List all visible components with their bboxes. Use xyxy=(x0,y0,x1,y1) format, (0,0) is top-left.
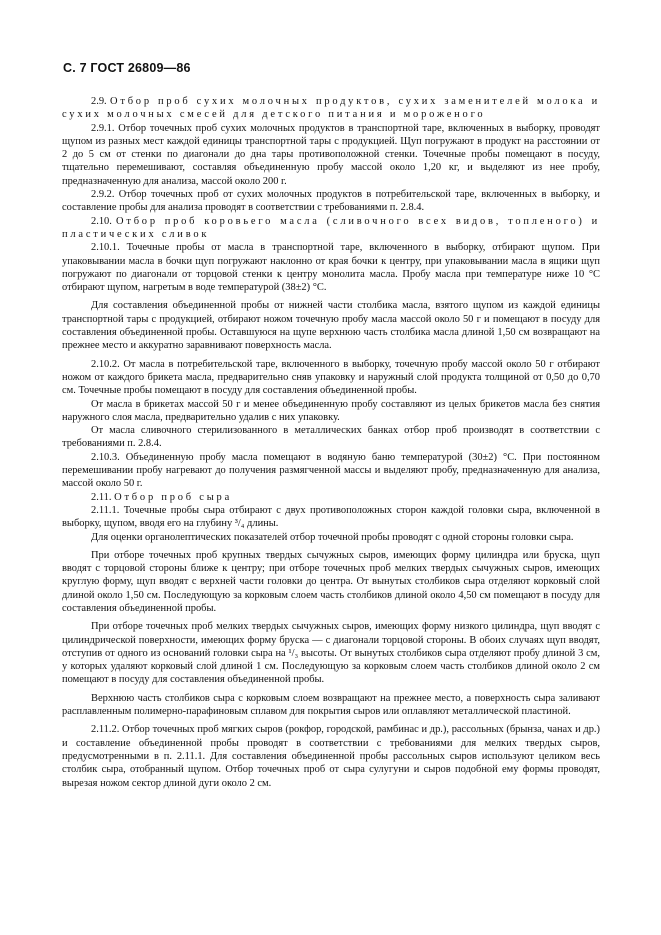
paragraph: Для составления объединенной пробы от нижней части столбика масла, взятого щупом из каждой единицы транспортной тары с продукцией, отбирают ножом точечную пробу масла массой около 50 г и помещают в посуду для составления объединенной пробы. Оставшуюся на щупе верхнюю часть столбика масла длиной 1,50 см возвращают на прежнее место и аккуратно заравнивают поверхность масла. xyxy=(62,300,600,352)
paragraph: Верхнюю часть столбиков сыра с корковым слоем возвращают на прежнее место, а поверхность сыра заливают расплавленным полимерно-парафиновым сплавом для покрытия сыров или оплавляют металлической пластиной. xyxy=(62,692,600,718)
paragraph: При отборе точечных проб крупных твердых сычужных сыров, имеющих форму цилиндра или бруска, щуп вводят с торцовой стороны ближе к центру; при отборе точечных проб мелких твердых сычужных сыров, имеющих круглую форму, щуп вводят с верхней части головки до центра. От вынутых столбиков сыра отделяют корковый слой длиной около 1,50 см. Последующую за корковым слоем часть столбиков длиной около 4,50 см помещают в посуду для составления объединенной пробы. xyxy=(62,549,600,614)
page-header: С. 7 ГОСТ 26809—86 xyxy=(63,61,191,75)
paragraph: 2.10.1. Точечные пробы от масла в транспортной таре, включенного в выборку, отбирают щупом. При упаковывании масла в бочки щуп погружают наклонно от края бочки к центру, при упаковывании масла в ящики щуп погружают по диагонали от торцовой стенки к центру монолита масла. Пробу масла при температуре ниже 10 °С отбирают щупом, нагретым в воде температурой (38±2) °С. xyxy=(62,242,600,294)
paragraph: От масла в брикетах массой 50 г и менее объединенную пробу составляют из целых брикетов масла без снятия наружного слоя масла, предварительно удалив с них упаковку. xyxy=(62,398,600,423)
paragraph: 2.10.3. Объединенную пробу масла помещают в водяную баню температурой (30±2) °С. При постоянном перемешивании пробу нагревают до получения размягченной массы и выделяют пробу, предназначенную для анализа, массой около 50 г. xyxy=(62,451,600,490)
document-body xyxy=(62,95,600,790)
paragraph: 2.9.1. Отбор точечных проб сухих молочных продуктов в транспортной таре, включенных в выборку, проводят щупом из разных мест каждой единицы транспортной тары с продукцией. Щуп погружают в продукт на расстоянии от 2 до 5 см от стенки по диагонали до дна тары противоположной стенки. Точечные пробы помещают в посуду, тщательно перемешивают, составляя объединенную пробу массой около 1,20 кг, и выделяют из нее пробу, предназначенную для анализа, массой около 200 г. xyxy=(62,122,600,187)
paragraph: 2.10.2. От масла в потребительской таре, включенного в выборку, точечную пробу массой около 50 г отбирают ножом от каждого брикета масла, предварительно сняв упаковку и наружный слой продукта толщиной от 0,50 до 0,70 см. Точечные пробы помещают в посуду для составления объединенной пробы. xyxy=(62,358,600,397)
paragraph: 2.9.2. Отбор точечных проб от сухих молочных продуктов в потребительской таре, включенных в выборку, и составление пробы для анализа проводят в соответствии с требованиями п. 2.8.4. xyxy=(62,189,600,214)
paragraph: 2.11.2. Отбор точечных проб мягких сыров (рокфор, городской, рамбинас и др.), рассольных (брынза, чанах и др.) и составление объединенной пробы проводят в соответствии с требованиями для мелких твердых сыров, предусмотренными в п. 2.11.1. Для составления объединенной пробы рассольных сыров используют целиком весь столбик сыра, отобранный щупом. Отбор точечных проб от сыра сулугуни и сыров подобной ему формы проводят, вырезая ножом сектор длиной дуги около 2 см. xyxy=(62,724,600,789)
section-heading: 2.11. Отбор проб сыра xyxy=(91,491,233,503)
paragraph: От масла сливочного стерилизованного в металлических банках отбор проб производят в соответствии с требованиями п. 2.8.4. xyxy=(62,425,600,450)
paragraph: 2.11.1. Точечные пробы сыра отбирают с двух противоположных сторон каждой головки сыра, включенной в выборку, щупом, вводя его на глубину ³/₄ длины. xyxy=(62,504,600,530)
paragraph: При отборе точечных проб мелких твердых сычужных сыров, имеющих форму низкого цилиндра, щуп вводят с цилиндрической поверхности, имеющих форму бруска — с диагонали торцовой стороны. В обоих случаях щуп вводят, отступив от одного из оснований головки сыра на ¹/₃ высоты. От вынутых столбиков сыра отделяют пробу длиной 3 см, у которых удаляют корковый слой длиной 1 см. Последующую за корковым слоем часть столбиков длиной около 2 см помещают в посуду для составления объединенной пробы. xyxy=(62,621,600,686)
paragraph: Для оценки органолептических показателей отбор точечной пробы проводят с одной стороны головки сыра. xyxy=(91,531,574,543)
section-heading: 2.9. Отбор проб сухих молочных продуктов, сухих заменителей молока и сухих молочных смесей для детского питания и мороженого xyxy=(62,96,601,121)
section-heading: 2.10. Отбор проб коровьего масла (сливочного всех видов, топленого) и пластических сливок xyxy=(62,215,601,240)
